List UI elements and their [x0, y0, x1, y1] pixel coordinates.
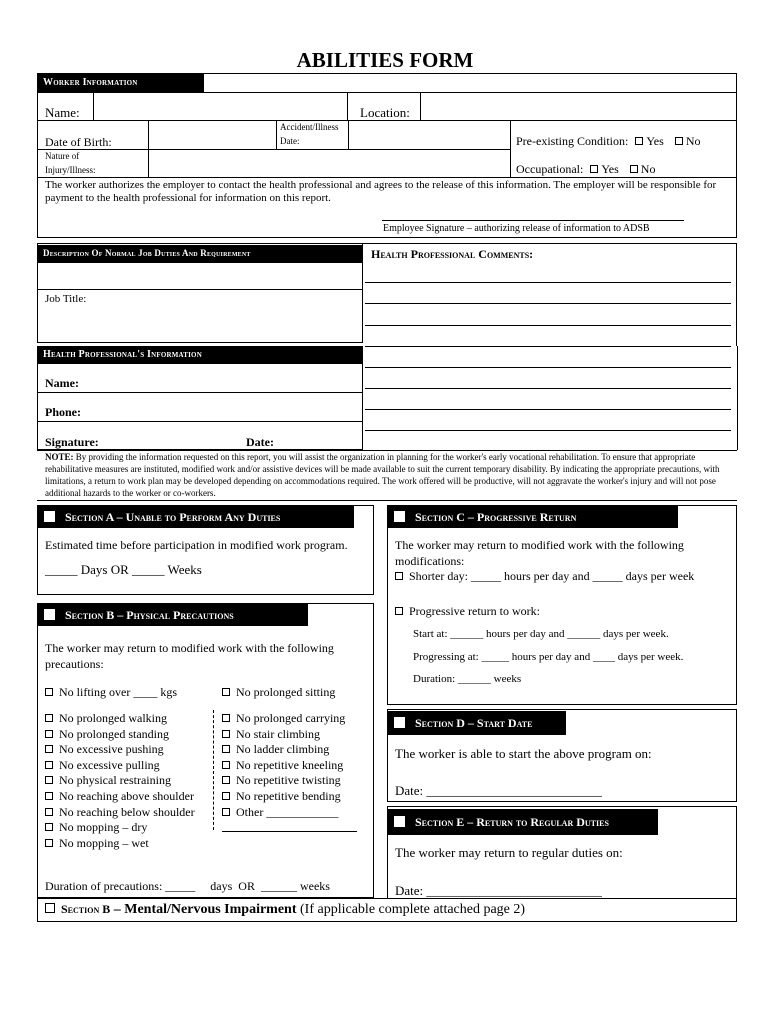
authorization-text: The worker authorizes the employer to contact the health professional and agrees to the release of this information. The employer will be responsible for payment to the health professional for information on this report. [45, 179, 717, 204]
nature-label-1: Nature of [45, 151, 80, 161]
hp-date-label: Date: [246, 435, 274, 449]
precaution-label: No repetitive twisting [236, 773, 341, 788]
progressive-return-label: Progressive return to work: [409, 604, 540, 618]
section-b-duration[interactable]: Duration of precautions: _____ days OR ______ weeks [45, 879, 330, 893]
location-field[interactable] [421, 93, 736, 120]
occupational-no-checkbox[interactable] [630, 165, 638, 173]
precaution-item[interactable] [45, 758, 195, 774]
checkbox[interactable] [222, 792, 230, 800]
occupational-yes-checkbox[interactable] [590, 165, 598, 173]
hp-phone-field[interactable] [95, 393, 361, 421]
precaution-item[interactable] [45, 742, 195, 758]
precaution-item[interactable] [222, 727, 345, 743]
occupational-yes-label: Yes [601, 162, 619, 176]
checkbox[interactable] [45, 823, 53, 831]
hp-info-header: Health Professional's Information [38, 347, 362, 363]
section-c-text: The worker may return to modified work with the following modifications: [395, 538, 684, 568]
page-title: ABILITIES FORM [296, 48, 474, 72]
section-e-title: Section E – Return to Regular Duties [415, 815, 609, 829]
hp-name-label: Name: [45, 376, 79, 390]
section-b-checkbox[interactable] [44, 609, 55, 620]
nature-of-injury-field[interactable] [149, 150, 509, 177]
section-c-checkbox[interactable] [394, 511, 405, 522]
checkbox[interactable] [222, 808, 230, 816]
job-duties-field[interactable] [38, 263, 362, 288]
note-paragraph [45, 451, 735, 499]
section-b-text: The worker may return to modified work with the following precautions: [45, 641, 334, 671]
section-d-text: The worker is able to start the above program on: [395, 746, 652, 761]
worker-information-header: Worker Information [38, 74, 204, 92]
precaution-item[interactable] [45, 805, 195, 821]
precaution-label: Other ____________ [236, 804, 339, 819]
dob-field[interactable] [149, 121, 275, 149]
precaution-label: No repetitive bending [236, 788, 341, 803]
precaution-item[interactable] [222, 711, 345, 727]
preexisting-no-label: No [685, 134, 701, 148]
section-d-title: Section D – Start Date [415, 716, 533, 730]
precaution-item[interactable] [45, 773, 195, 789]
precaution-label: No mopping – dry [59, 820, 148, 835]
precaution-label: No prolonged standing [59, 726, 169, 741]
hp-comments-header: Health Professional Comments: [371, 247, 534, 261]
checkbox[interactable] [222, 761, 230, 769]
comment-line-4[interactable] [365, 346, 731, 347]
checkbox[interactable] [222, 730, 230, 738]
section-b-left-list [45, 711, 195, 851]
precaution-label: No repetitive kneeling [236, 757, 344, 772]
precaution-label: No excessive pushing [59, 742, 164, 757]
preexisting-label: Pre-existing Condition: [516, 134, 629, 148]
precaution-item[interactable] [45, 711, 195, 727]
section-e-date[interactable]: Date: ___________________________ [395, 883, 602, 898]
section-a-checkbox[interactable] [44, 511, 55, 522]
precaution-label: No prolonged walking [59, 711, 167, 725]
employee-signature-caption: Employee Signature – authorizing release of information to ADSB [383, 223, 650, 234]
section-d-checkbox[interactable] [394, 717, 405, 728]
nature-label-2: Injury/Illness: [45, 165, 96, 175]
precaution-item[interactable] [222, 758, 345, 774]
mental-nervous-text [45, 902, 525, 918]
precaution-item[interactable] [45, 836, 195, 852]
job-title-label: Job Title: [45, 293, 87, 305]
precaution-item[interactable] [45, 727, 195, 743]
comment-line-3[interactable] [365, 325, 731, 326]
section-a-days-weeks[interactable]: _____ Days OR _____ Weeks [45, 562, 202, 577]
section-a-text: Estimated time before participation in modified work program. [45, 538, 348, 552]
precaution-label: No ladder climbing [236, 742, 330, 757]
precaution-label: No stair climbing [236, 726, 320, 741]
section-c-title: Section C – Progressive Return [415, 510, 577, 524]
section-e-checkbox[interactable] [394, 816, 405, 827]
comment-line-7[interactable] [365, 409, 731, 410]
occupational-row [516, 162, 655, 177]
worker-name-field[interactable] [94, 93, 347, 120]
precaution-label: No physical restraining [59, 773, 171, 788]
checkbox[interactable] [45, 745, 53, 753]
precaution-item[interactable] [222, 773, 345, 789]
comment-line-1[interactable] [365, 282, 731, 283]
checkbox[interactable] [222, 745, 230, 753]
comment-line-5[interactable] [365, 367, 731, 368]
checkbox[interactable] [45, 776, 53, 784]
section-e-header [388, 809, 658, 835]
shorter-day-checkbox[interactable] [395, 572, 403, 580]
location-label: Location: [360, 105, 410, 120]
comment-line-8[interactable] [365, 430, 731, 431]
other-precaution-line[interactable] [222, 831, 357, 832]
hp-phone-label: Phone: [45, 405, 81, 419]
precaution-item[interactable] [222, 742, 345, 758]
checkbox[interactable] [45, 761, 53, 769]
accident-date-field[interactable] [349, 121, 509, 149]
precaution-label: No reaching below shoulder [59, 804, 195, 819]
duration-weeks-line[interactable]: Duration: ______ weeks [413, 673, 522, 685]
section-e-text: The worker may return to regular duties on: [395, 845, 623, 860]
precaution-item[interactable] [222, 789, 345, 805]
job-duties-header: Description Of Normal Job Duties And Requirement [38, 245, 362, 262]
checkbox[interactable] [45, 714, 53, 722]
checkbox[interactable] [222, 714, 230, 722]
preexisting-row [516, 134, 700, 149]
section-b-header [38, 604, 308, 626]
section-b-right-list [222, 711, 345, 820]
sitting-checkbox[interactable] [222, 688, 230, 696]
section-d-header [388, 711, 566, 735]
preexisting-yes-label: Yes [646, 134, 664, 148]
hp-signature-label: Signature: [45, 435, 99, 449]
precaution-label: No excessive pulling [59, 757, 160, 772]
lifting-label: No lifting over ____ kgs [59, 685, 177, 699]
accident-label-1: Accident/Illness [280, 122, 339, 132]
checkbox[interactable] [45, 730, 53, 738]
section-a-header [38, 506, 354, 528]
note-text: By providing the information requested on this report, you will assist the organization in planning for the worker's early vocational rehabilitation. To ensure that appropriate rehabilitative measures are instituted, modified work and/or assistive devices will be made available to suit the current temporary disability. By indicating the appropriate precautions, with limitations, a return to work plan may be developed depending on accommodations required. The work offered will be productive, will not aggravate the worker's injury and will not pose additional hazards to the worker or co-workers. [45, 452, 720, 498]
hp-name-field[interactable] [95, 364, 361, 391]
checkbox[interactable] [222, 776, 230, 784]
precaution-item[interactable] [222, 805, 345, 821]
accident-label-2: Date: [280, 136, 300, 146]
lifting-checkbox[interactable] [45, 688, 53, 696]
preexisting-no-checkbox[interactable] [675, 137, 683, 145]
comment-line-2[interactable] [365, 303, 731, 304]
precaution-item[interactable] [45, 820, 195, 836]
precaution-label: No mopping – wet [59, 835, 149, 850]
section-b-title: Section B – Physical Precautions [65, 608, 234, 622]
precaution-label: No reaching above shoulder [59, 788, 194, 803]
progressive-return-checkbox[interactable] [395, 607, 403, 615]
mental-nervous-checkbox[interactable] [45, 903, 55, 913]
checkbox[interactable] [45, 839, 53, 847]
section-a-title: Section A – Unable to Perform Any Duties [65, 510, 281, 524]
start-at-line[interactable]: Start at: ______ hours per day and ______ days per week. [413, 628, 669, 640]
occupational-no-label: No [640, 162, 656, 176]
progressing-at-line[interactable]: Progressing at: _____ hours per day and ____ days per week. [413, 651, 684, 663]
mental-suffix: (If applicable complete attached page 2) [296, 902, 526, 917]
mental-section-label: Section B [61, 902, 111, 916]
employee-signature-line[interactable] [382, 220, 684, 221]
comment-line-6[interactable] [365, 388, 731, 389]
sitting-label: No prolonged sitting [236, 685, 336, 699]
precaution-label: No prolonged carrying [236, 711, 346, 725]
name-label: Name: [45, 105, 80, 120]
occupational-label: Occupational: [516, 162, 584, 176]
preexisting-yes-checkbox[interactable] [635, 137, 643, 145]
checkbox[interactable] [45, 808, 53, 816]
mental-title: – Mental/Nervous Impairment [110, 902, 297, 917]
section-d-date[interactable]: Date: ___________________________ [395, 783, 602, 798]
checkbox[interactable] [45, 792, 53, 800]
section-c-header [388, 506, 678, 528]
shorter-day-label: Shorter day: _____ hours per day and _____ days per week [409, 569, 695, 583]
precaution-item[interactable] [45, 789, 195, 805]
dob-label: Date of Birth: [45, 135, 112, 149]
note-label: NOTE: [45, 452, 74, 462]
